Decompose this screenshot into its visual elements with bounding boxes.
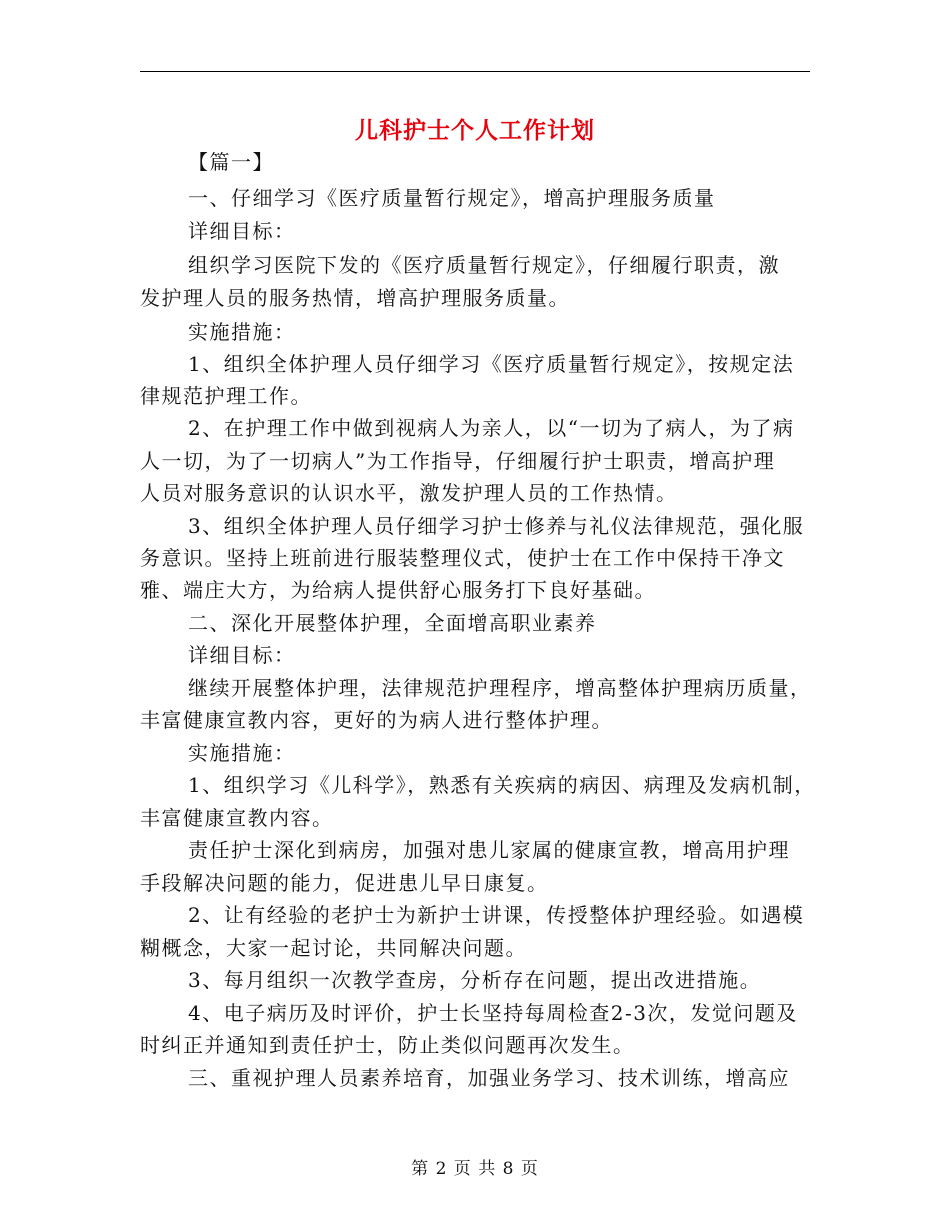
paragraph-line: 继续开展整体护理，法律规范护理程序，增高整体护理病历质量， — [188, 676, 812, 700]
paragraph-line: 糊概念，大家一起讨论，共同解决问题。 — [140, 936, 527, 960]
heading-3: 三、重视护理人员素养培育，加强业务学习、技术训练，增高应 — [188, 1066, 790, 1090]
heading-1: 一、仔细学习《医疗质量暂行规定》，增高护理服务质量 — [188, 186, 716, 210]
paragraph-line: 详细目标： — [188, 643, 296, 667]
section-label: 【篇一】 — [188, 150, 274, 174]
paragraph-line: 1、组织全体护理人员仔细学习《医疗质量暂行规定》，按规定法 — [188, 352, 795, 376]
paragraph-line: 详细目标： — [188, 219, 296, 243]
paragraph-line: 人员对服务意识的认识水平，激发护理人员的工作热情。 — [140, 481, 678, 505]
paragraph-line: 时纠正并通知到责任护士，防止类似问题再次发生。 — [140, 1033, 635, 1057]
paragraph-line: 组织学习医院下发的《医疗质量暂行规定》，仔细履行职责，激 — [188, 253, 780, 277]
paragraph-line: 1、组织学习《儿科学》，熟悉有关疾病的病因、病理及发病机制， — [188, 773, 816, 797]
paragraph-line: 4、电子病历及时评价，护士长坚持每周检查2-3次，发觉问题及 — [188, 1001, 798, 1025]
paragraph-line: 律规范护理工作。 — [140, 384, 312, 408]
paragraph-line: 2、在护理工作中做到视病人为亲人，以“一切为了病人，为了病 — [188, 416, 795, 440]
paragraph-line: 务意识。坚持上班前进行服装整理仪式，使护士在工作中保持干净文 — [140, 546, 785, 570]
document-title: 儿科护士个人工作计划 — [355, 117, 595, 144]
paragraph-line: 实施措施： — [188, 741, 296, 765]
paragraph-line: 2、让有经验的老护士为新护士讲课，传授整体护理经验。如遇模 — [188, 903, 805, 927]
paragraph-line: 实施措施： — [188, 320, 296, 344]
paragraph-line: 丰富健康宣教内容。 — [140, 806, 334, 830]
paragraph-line: 手段解决问题的能力，促进患儿早日康复。 — [140, 871, 549, 895]
header-rule — [140, 71, 810, 72]
heading-2: 二、深化开展整体护理，全面增高职业素养 — [188, 611, 597, 635]
paragraph-line: 3、每月组织一次教学查房，分析存在问题，提出改进措施。 — [188, 968, 762, 992]
paragraph-line: 发护理人员的服务热情，增高护理服务质量。 — [140, 286, 570, 310]
paragraph-line: 责任护士深化到病房，加强对患儿家属的健康宣教，增高用护理 — [188, 838, 790, 862]
paragraph-line: 雅、端庄大方，为给病人提供舒心服务打下良好基础。 — [140, 578, 656, 602]
page-footer: 第 2 页 共 8 页 — [411, 1159, 539, 1179]
paragraph-line: 人一切，为了一切病人”为工作指导，仔细履行护士职责，增高护理 — [140, 449, 776, 473]
paragraph-line: 丰富健康宣教内容，更好的为病人进行整体护理。 — [140, 708, 613, 732]
paragraph-line: 3、组织全体护理人员仔细学习护士修养与礼仪法律规范，强化服 — [188, 514, 805, 538]
